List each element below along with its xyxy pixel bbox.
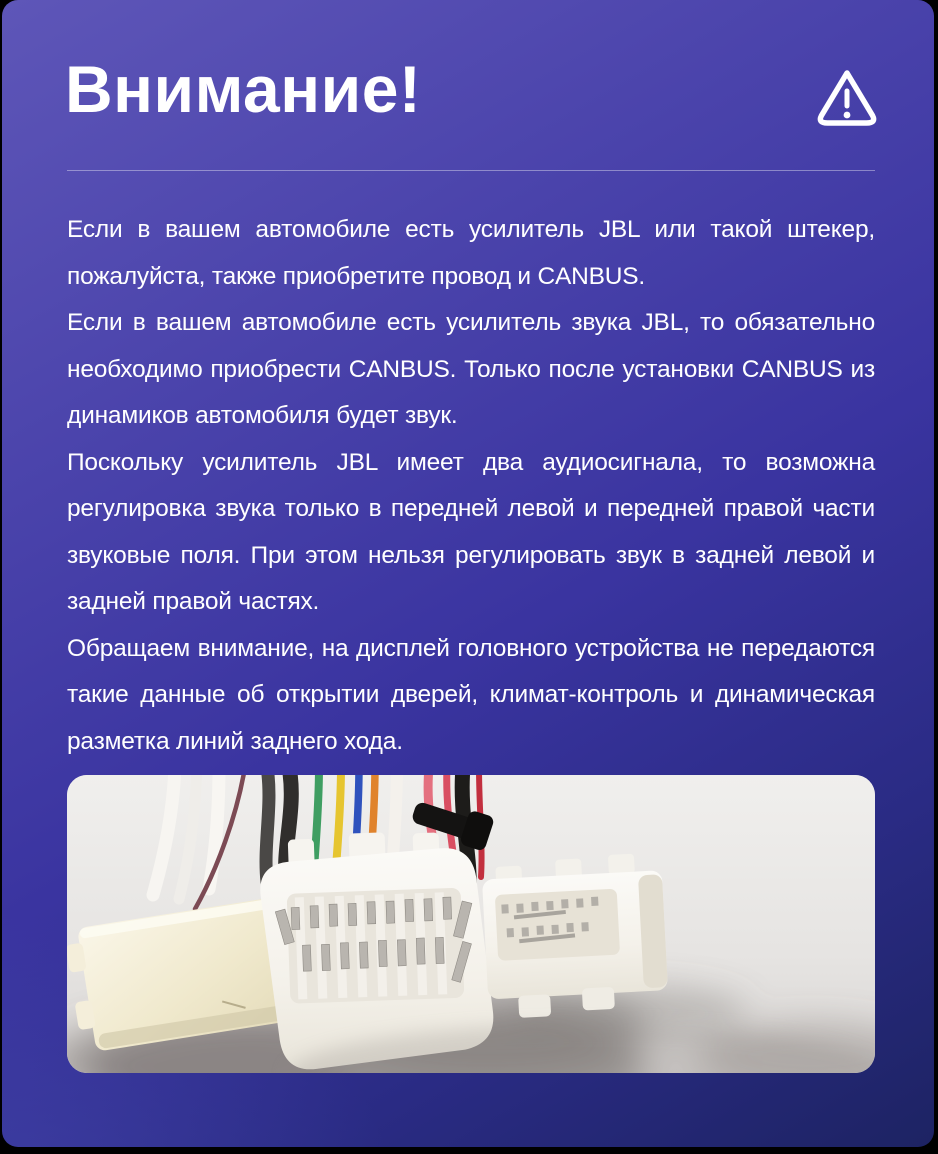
paragraph-display-limits: Обращаем внимание, на дисплей головного устройства не передаются такие данные об открытии дверей, климат-контроль и динамическая разметка линий заднего хода. <box>67 634 875 755</box>
paragraph-audio-fields: Поскольку усилитель JBL имеет два аудиосигнала, то возможна регулировка звука только в передней левой и передней правой части звуковые поля. При этом нельзя регулировать звук в задней левой и задней правой частях. <box>67 448 875 615</box>
wiring-harness-photo <box>67 775 875 1073</box>
divider <box>67 170 875 171</box>
wiring-harness-illustration <box>67 775 875 1073</box>
page-title: Внимание! <box>65 52 422 126</box>
attention-card <box>2 0 934 1147</box>
paragraph-jbl-plug: Если в вашем автомобиле есть усилитель JBL или такой штекер, пожалуйста, также приобретите провод и CANBUS. <box>67 216 875 290</box>
body-text <box>67 207 875 765</box>
paragraph-canbus-required: Если в вашем автомобиле есть усилитель звука JBL, то обязательно необходимо приобрести CANBUS. Только после установки CANBUS из динамиков автомобиля будет звук. <box>67 309 875 429</box>
warning-triangle-icon <box>814 66 880 130</box>
wire-gray <box>266 775 269 882</box>
